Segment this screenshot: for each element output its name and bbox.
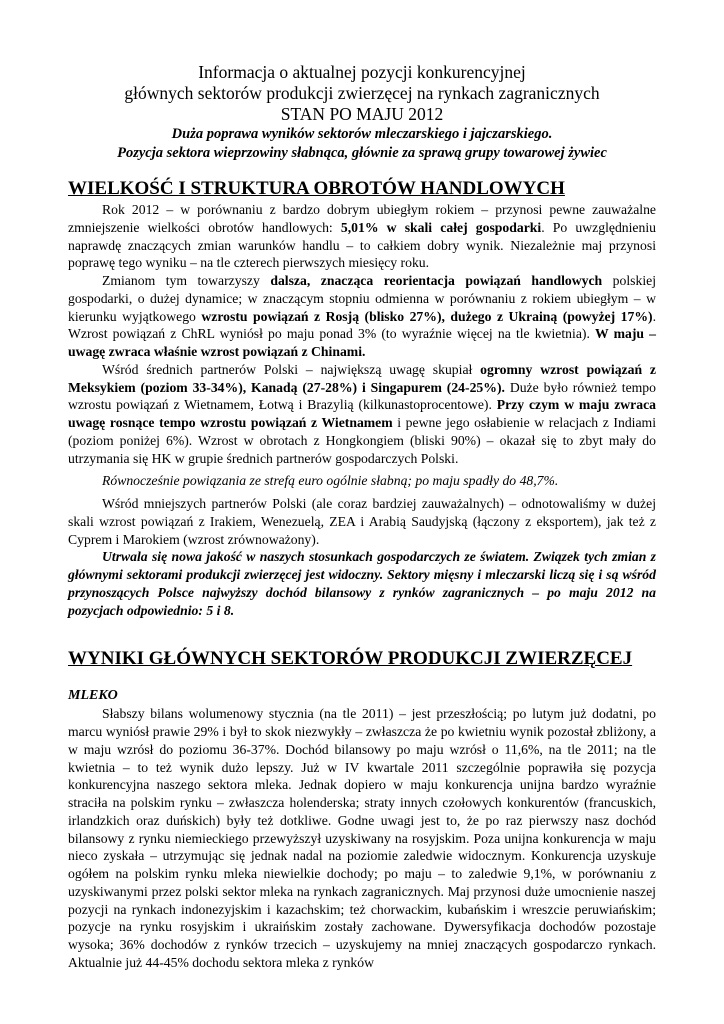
bold-run: wzrostu powiązań z Rosją (blisko 27%), dużego z Ukrainą (powyżej 17%) <box>201 308 653 324</box>
title-line-1: Informacja o aktualnej pozycji konkurencyjnej <box>198 62 526 82</box>
document-title <box>68 62 656 125</box>
text-run: polskiej gospodarki, o dużej dynamice; w znaczącym stopniu odmienna w porównaniu z rokiem ubiegłym – w kierunku wyjątkowego <box>68 273 657 324</box>
paragraph-smaller-partners: Wśród mniejszych partnerów Polski (ale coraz bardziej zauważalnych) – odnotowaliśmy w dużej skali wzrost powiązań z Irakiem, Wenezuelą, ZEA i Arabią Saudyjską (łączony z eksportem), jak też z Cyprem i Marokiem (wzrost zrównoważony). <box>68 496 656 547</box>
paragraph-euro-zone: Równocześnie powiązania ze strefą euro ogólnie słabną; po maju spadły do 48,7%. <box>102 473 559 489</box>
document-page <box>68 62 656 972</box>
paragraph-new-quality: Utrwala się nowa jakość w naszych stosunkach gospodarczych ze światem. Związek tych zmian z głównymi sektorami produkcji zwierzęcej jest widoczny. Sektory mięsny i mleczarski liczą się i są wśród przynoszących Polsce najwyższy dochód bilansowy z rynków zagranicznych – po maju 2012 na pozycjach odpowiednio: 5 i 8. <box>68 549 656 618</box>
bold-run: ogromny wzrost powiązań z Meksykiem (poziom 33-34%), Kanadą (27-28%) i Singapurem (24-25%). <box>68 361 656 395</box>
text-run: Rok 2012 – w porównaniu z bardzo dobrym ubiegłym rokiem – przynosi pewne zauważalne zmniejszenie wielkości obrotów handlowych: <box>68 202 656 235</box>
paragraph-medium-partners <box>68 361 656 468</box>
subtitle-line-2: Pozycja sektora wieprzowiny słabnąca, głównie za sprawą grupy towarowej żywiec <box>117 145 607 161</box>
text-run: Wśród średnich partnerów Polski – największą uwagę skupiał <box>102 361 481 377</box>
text-run: Zmianom tym towarzyszy <box>102 273 271 288</box>
subtitle-line-1: Duża poprawa wyników sektorów mleczarskiego i jajczarskiego. <box>171 126 553 142</box>
document-subtitle <box>68 125 656 163</box>
paragraph-trade-volume <box>68 201 656 272</box>
text-run: . Wzrost powiązań z ChRL wyniósł po maju ponad 3% (to wyraźnie więcej na tle kwietnia). <box>68 308 656 342</box>
subsection-heading-milk: MLEKO <box>68 688 118 704</box>
title-line-3: STAN PO MAJU 2012 <box>280 104 444 124</box>
bold-run: Przy czym w maju zwraca uwagę rosnące tempo wzrostu powiązań z Wietnamem <box>68 397 656 430</box>
section-heading-sectors: WYNIKI GŁÓWNYCH SEKTORÓW PRODUKCJI ZWIERZĘCEJ <box>68 648 633 670</box>
paragraph-reorientation <box>68 272 656 361</box>
bold-run: 5,01% w skali całej gospodarki <box>340 219 542 235</box>
title-line-2: głównych sektorów produkcji zwierzęcej na rynkach zagranicznych <box>124 83 600 103</box>
text-run: i pewne jego osłabienie w relacjach z Indiami (poziom poniżej 6%). Wzrost w obrotach z Hongkongiem (bliski 90%) – okazał się to zbyt mały do utrzymania się HK w grupie średnich partnerów gospodarczych Polski. <box>68 415 657 466</box>
bold-run: W maju – uwagę zwraca właśnie wzrost powiązań z Chinami. <box>68 326 656 359</box>
text-run: . Po uwzględnieniu naprawdę znaczących zmian warunków handlu – to całkiem dobry wynik. Niezależnie maj przynosi poprawę tego wyniku – na tle czterech pierwszych miesięcy roku. <box>68 219 656 271</box>
bold-run: dalsza, znacząca reorientacja powiązań handlowych <box>270 273 603 288</box>
paragraph-milk: Słabszy bilans wolumenowy stycznia (na tle 2011) – jest przeszłością; po lutym już dodatni, po marcu wyniósł prawie 29% i był to skok niezwykły – zwłaszcza że po kwietniu wynik pozostał zbliżony, a w maju wzrósł do poziomu 36-37%. Dochód bilansowy po maju wzrósł o 11,6%, na tle 2011; na tle kwietnia – to też wynik dużo lepszy. Już w IV kwartale 2011 szczególnie poprawiła się pozycja konkurencyjna naszego sektora mleka. Jednak dopiero w maju konkurencja unijna bardzo wyraźnie straciła na polskim rynku – zwłaszcza holenderska; straty innych czołowych konkurentów (francuskich, irlandzkich oraz duńskich) były też dotkliwe. Godne uwagi jest to, że po raz pierwszy nasz dochód bilansowy z rynku niemieckiego przewyższył uzyskiwany na rosyjskim. Poza unijna konkurencja w maju nieco zyskała – utrzymując się jednak nadal na poziomie zaledwie widocznym. Konkurencja uzyskuje ogółem na polskim rynku mleka niewielkie dochody; po maju – to zaledwie 9,1%, w porównaniu z uzyskiwanymi przez polski sektor mleka na rynkach zagranicznych. Maj przynosi duże umocnienie naszej pozycji na rynkach indonezyjskim i kazachskim; też chorwackim, kubańskim i wreszcie peruwiańskim; pozycje na rynku rosyjskim i ukraińskim zostały zachowane. Dywersyfikacja dochodów pozostaje wysoka; 36% dochodów z rynków trzecich – uzyskujemy na mniej znaczących gospodarczo rynkach. Aktualnie już 44-45% dochodu sektora mleka z rynków <box>68 706 656 970</box>
section-heading-trade: WIELKOŚĆ I STRUKTURA OBROTÓW HANDLOWYCH <box>68 178 565 199</box>
text-run: Duże było również tempo wzrostu powiązań z Wietnamem, Łotwą i Brazylią (kilkunastoprocentowe). <box>68 379 656 413</box>
